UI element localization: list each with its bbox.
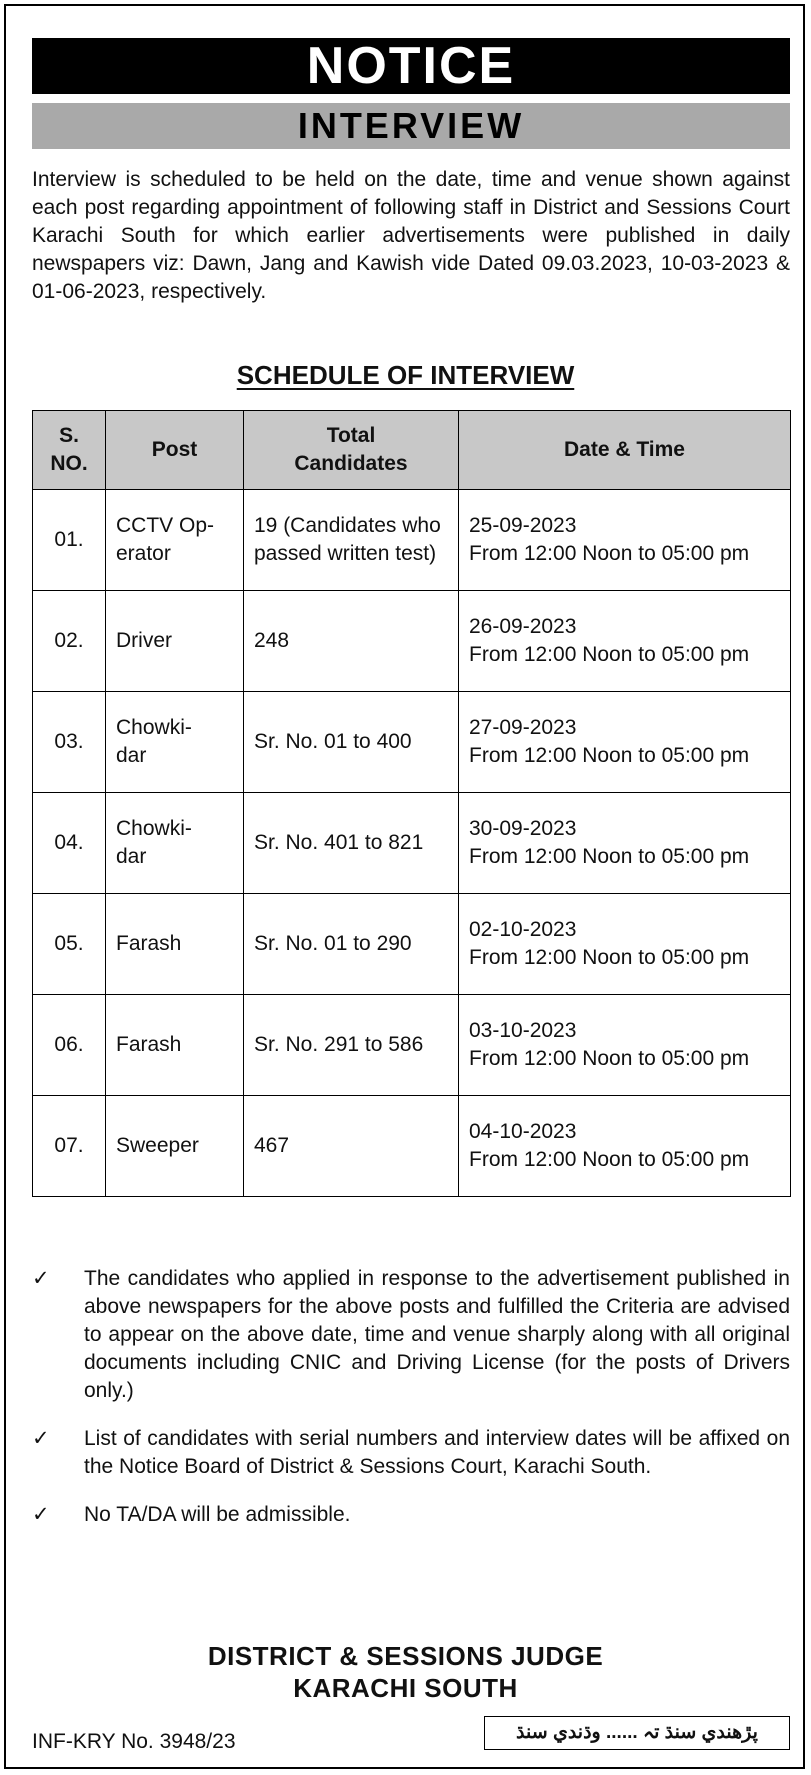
signature-title: DISTRICT & SESSIONS JUDGE <box>207 1641 604 1671</box>
cell-total: 19 (Candidates who passed written test) <box>244 490 459 591</box>
note-item <box>32 1425 790 1481</box>
cell-post: Driver <box>106 591 244 692</box>
cell-total: Sr. No. 01 to 400 <box>244 692 459 793</box>
cell-total: Sr. No. 291 to 586 <box>244 995 459 1096</box>
table-row <box>33 894 791 995</box>
schedule-title <box>0 358 811 392</box>
table-row <box>33 1096 791 1197</box>
header-total-candidates: Total Candidates <box>244 411 459 490</box>
signature-location: KARACHI SOUTH <box>293 1673 518 1703</box>
cell-sno: 06. <box>33 995 106 1096</box>
cell-post: CCTV Op- erator <box>106 490 244 591</box>
checkmark-icon: ✓ <box>32 1427 50 1450</box>
cell-date-time: 25-09-2023 From 12:00 Noon to 05:00 pm <box>459 490 791 591</box>
cell-date-time: 03-10-2023 From 12:00 Noon to 05:00 pm <box>459 995 791 1096</box>
cell-date-time: 04-10-2023 From 12:00 Noon to 05:00 pm <box>459 1096 791 1197</box>
cell-total: Sr. No. 01 to 290 <box>244 894 459 995</box>
notice-title: NOTICE <box>32 38 790 94</box>
cell-total: Sr. No. 401 to 821 <box>244 793 459 894</box>
table-row <box>33 793 791 894</box>
note-text: The candidates who applied in response to the advertisement published in above newspapers for the above posts and fulfilled the Criteria are advised to appear on the above date, time and venue sharply along with all original documents including CNIC and Driving License (for the posts of Drivers only.) <box>84 1267 790 1402</box>
cell-post: Farash <box>106 995 244 1096</box>
slogan-box: پڙهندي سنڌ تہ ...... وڌندي سنڌ <box>484 1716 790 1750</box>
note-item <box>32 1265 790 1405</box>
note-text: List of candidates with serial numbers and interview dates will be affixed on the Notice Board of District & Sessions Court, Karachi South. <box>84 1427 790 1478</box>
cell-sno: 07. <box>33 1096 106 1197</box>
table-header-row <box>33 411 791 490</box>
cell-sno: 04. <box>33 793 106 894</box>
checkmark-icon: ✓ <box>32 1267 50 1290</box>
cell-sno: 01. <box>33 490 106 591</box>
reference-number: INF-KRY No. 3948/23 <box>32 1730 236 1753</box>
note-text: No TA/DA will be admissible. <box>84 1503 351 1526</box>
cell-sno: 02. <box>33 591 106 692</box>
table-row <box>33 995 791 1096</box>
schedule-table <box>32 410 791 1197</box>
cell-sno: 05. <box>33 894 106 995</box>
header-sno: S. NO. <box>33 411 106 490</box>
header-date-time: Date & Time <box>459 411 791 490</box>
cell-post: Chowki- dar <box>106 692 244 793</box>
cell-total: 248 <box>244 591 459 692</box>
table-row <box>33 591 791 692</box>
checkmark-icon: ✓ <box>32 1503 50 1526</box>
cell-post: Farash <box>106 894 244 995</box>
table-row <box>33 490 791 591</box>
cell-post: Sweeper <box>106 1096 244 1197</box>
schedule-title-text: SCHEDULE OF INTERVIEW <box>236 360 575 390</box>
table-row <box>33 692 791 793</box>
cell-date-time: 26-09-2023 From 12:00 Noon to 05:00 pm <box>459 591 791 692</box>
intro-paragraph: Interview is scheduled to be held on the date, time and venue shown against each post regarding appointment of following staff in District and Sessions Court Karachi South for which earlier advertisements were published in daily newspapers viz: Dawn, Jang and Kawish vide Dated 09.03.2023, 10-03-2023 & 01-06-2023, respectively. <box>32 168 790 303</box>
note-item <box>32 1501 790 1529</box>
header-post: Post <box>106 411 244 490</box>
cell-date-time: 02-10-2023 From 12:00 Noon to 05:00 pm <box>459 894 791 995</box>
cell-post: Chowki- dar <box>106 793 244 894</box>
cell-total: 467 <box>244 1096 459 1197</box>
cell-sno: 03. <box>33 692 106 793</box>
notes-list <box>32 1265 790 1549</box>
notice-subtitle: INTERVIEW <box>32 103 790 149</box>
cell-date-time: 30-09-2023 From 12:00 Noon to 05:00 pm <box>459 793 791 894</box>
cell-date-time: 27-09-2023 From 12:00 Noon to 05:00 pm <box>459 692 791 793</box>
